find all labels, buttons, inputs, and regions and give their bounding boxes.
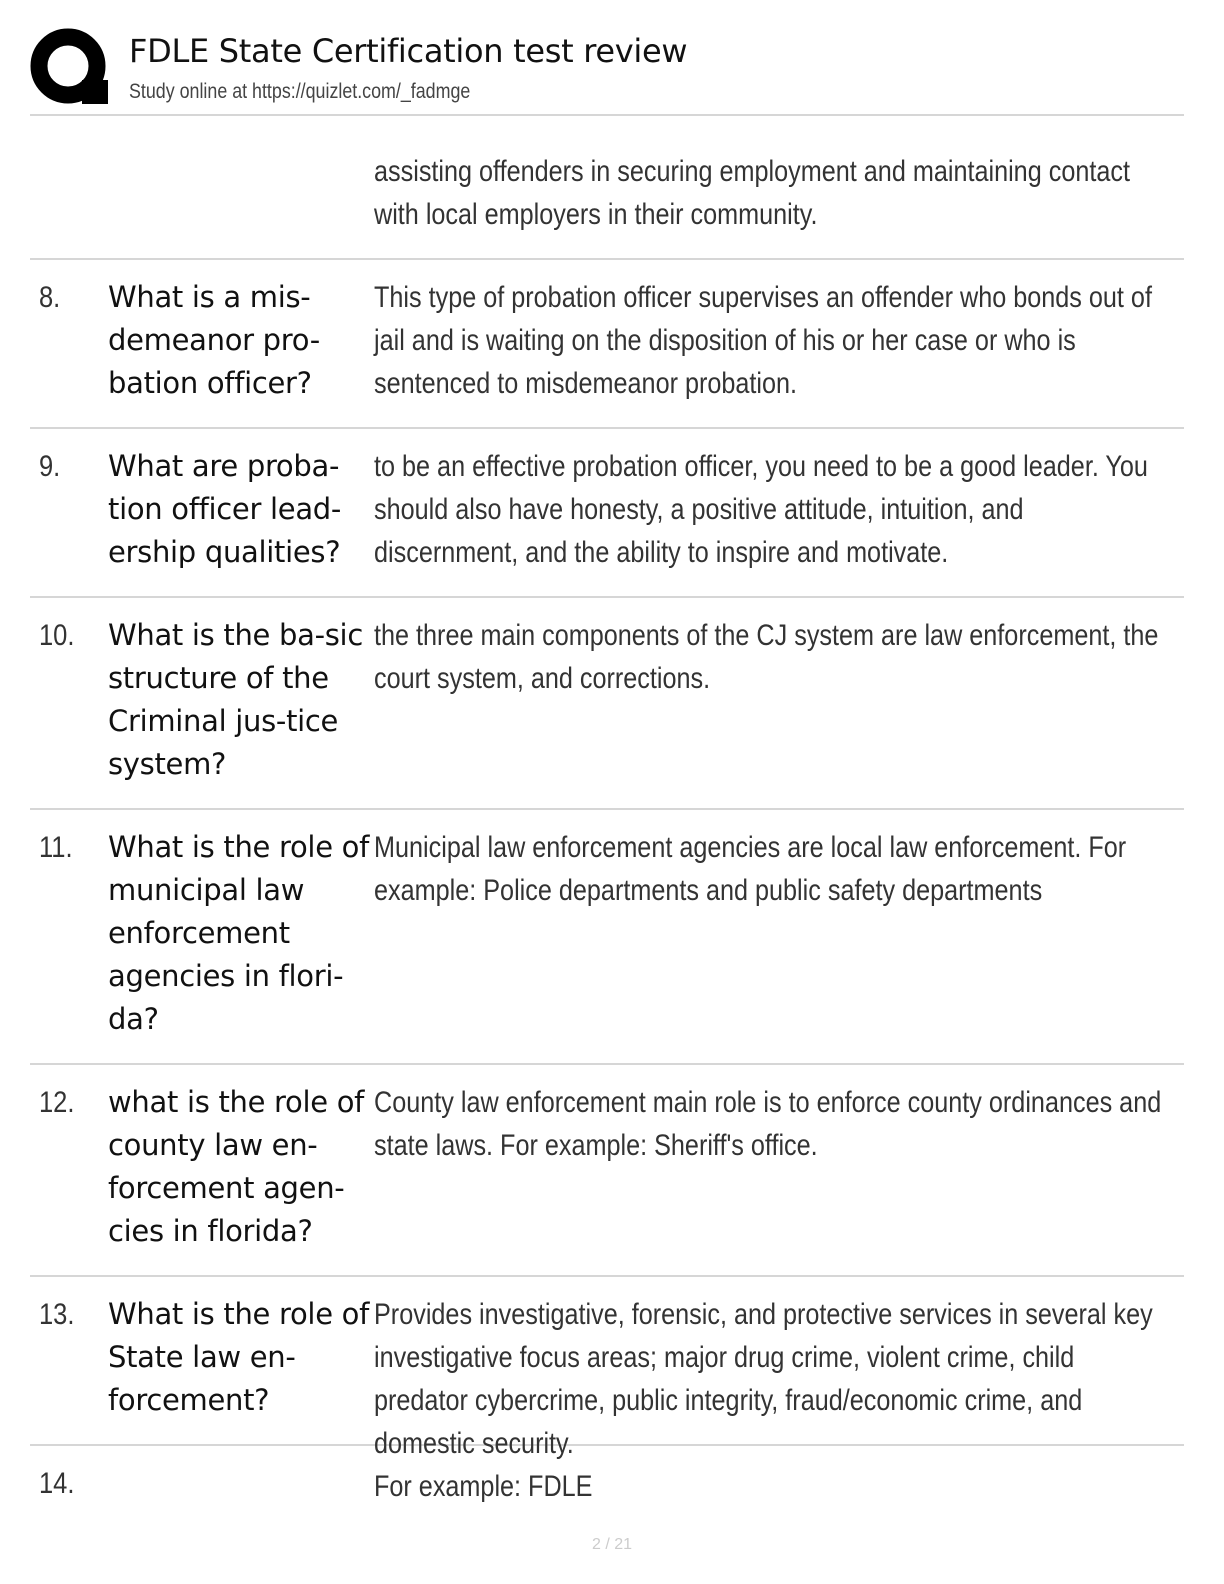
term: What are proba-tion officer lead-ership qualities? xyxy=(108,449,342,569)
flashcard xyxy=(30,614,1184,810)
quizlet-q-logo-icon xyxy=(30,28,110,108)
study-online-link[interactable]: Study online at https://quizlet.com/_fadmge xyxy=(129,80,471,103)
card-number: 9. xyxy=(39,450,61,483)
card-number: 14. xyxy=(39,1467,75,1500)
definition: This type of probation officer supervises an offender who bonds out of jail and is waiting on the disposition of his or her case or who is sentenced to misdemeanor probation. xyxy=(374,281,1152,400)
definition: assisting offenders in securing employment and maintaining contact with local employers in their community. xyxy=(374,155,1130,231)
card-number: 12. xyxy=(39,1086,75,1119)
definition: Provides investigative, forensic, and protective services in several key investigative focus areas; major drug crime, violent crime, child predator cybercrime, public integrity, fraud/economic crime, and domestic security. For example: FDLE xyxy=(374,1298,1153,1503)
page-header xyxy=(30,28,1184,116)
flashcard xyxy=(30,445,1184,598)
term: What is the ba-sic structure of the Criminal jus-tice system? xyxy=(108,618,363,781)
definition: the three main components of the CJ system are law enforcement, the court system, and corrections. xyxy=(374,619,1159,695)
term: What is a mis-demeanor pro-bation officer? xyxy=(108,280,320,400)
term xyxy=(108,1462,373,1505)
card-number: 10. xyxy=(39,619,75,652)
flashcard xyxy=(30,276,1184,429)
flashcard xyxy=(30,1462,1184,1527)
page-number: 2 / 21 xyxy=(591,1536,633,1553)
flashcard-continuation xyxy=(30,140,1184,260)
term: what is the role of county law en-forcement agen-cies in florida? xyxy=(108,1085,365,1248)
definition: County law enforcement main role is to enforce county ordinances and state laws. For example: Sheriff's office. xyxy=(374,1086,1162,1162)
flashcard-list xyxy=(30,140,1184,1543)
definition: Municipal law enforcement agencies are local law enforcement. For example: Police departments and public safety departments xyxy=(374,831,1127,907)
flashcard xyxy=(30,1081,1184,1277)
card-number: 11. xyxy=(39,831,73,864)
term: What is the role of municipal law enforcement agencies in flori-da? xyxy=(108,830,370,1036)
card-number: 8. xyxy=(39,281,61,314)
document-title: FDLE State Certification test review xyxy=(129,32,688,70)
definition: to be an effective probation officer, you need to be a good leader. You should also have honesty, a positive attitude, intuition, and discernment, and the ability to inspire and motivate. xyxy=(374,450,1148,569)
term: What is the role of State law en-forcement? xyxy=(108,1297,370,1417)
card-number: 13. xyxy=(39,1298,75,1331)
flashcard xyxy=(30,826,1184,1065)
